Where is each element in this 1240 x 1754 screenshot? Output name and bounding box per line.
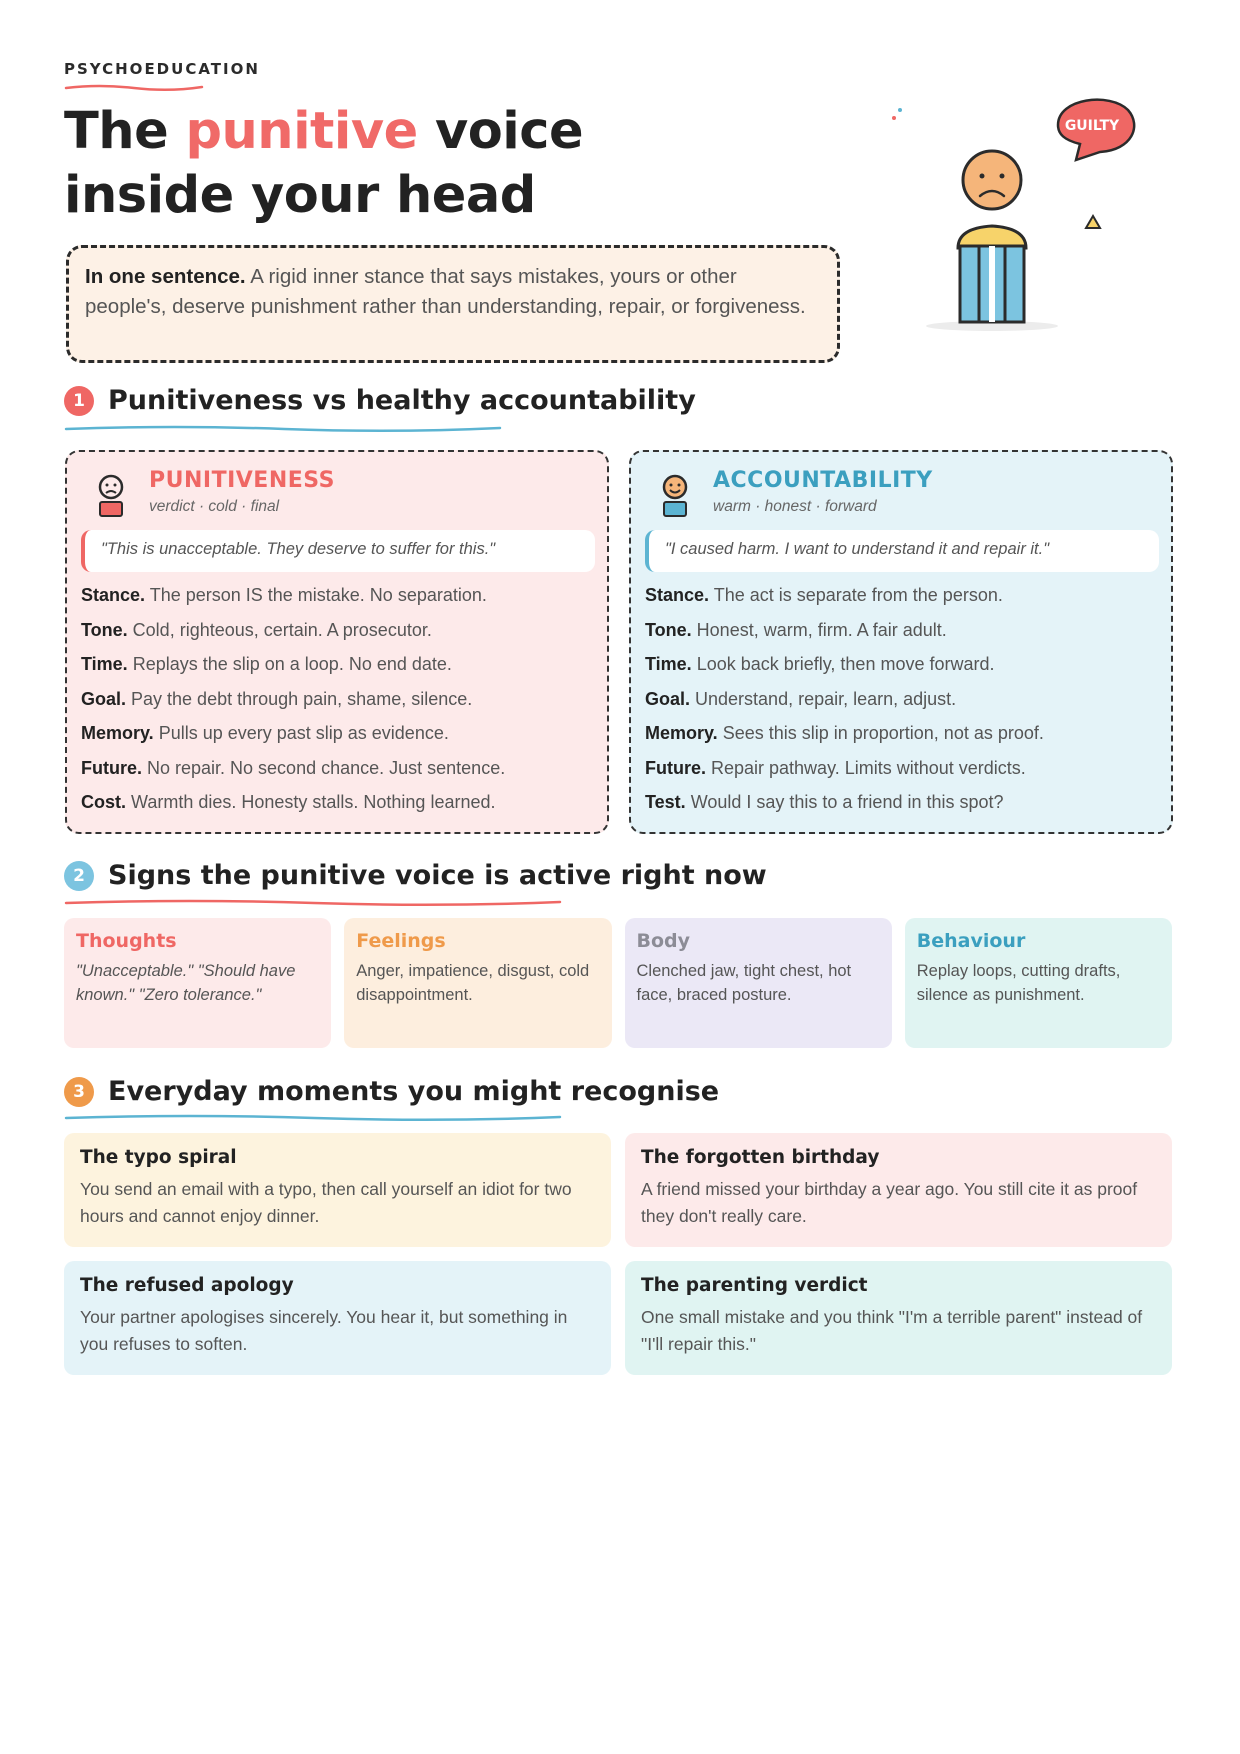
section-2-header [64, 860, 767, 891]
section-2-number: 2 [64, 861, 94, 891]
summary-text: A rigid inner stance that says mistakes, yours or other people's, deserve punishment rather than understanding, repair, or forgiveness. [85, 265, 806, 318]
moments-grid [64, 1133, 1172, 1375]
sign-card-body: Body Clenched jaw, tight chest, hot face, braced posture. [625, 918, 892, 1048]
summary-lead: In one sentence. [85, 265, 246, 288]
title-accent: punitive [185, 102, 418, 161]
list-item: Goal. Understand, repair, learn, adjust. [645, 688, 957, 709]
section-1-number: 1 [64, 386, 94, 416]
moment-card: The refused apology Your partner apologises sincerely. You hear it, but something in you refuses to soften. [64, 1261, 611, 1375]
punitiveness-panel [65, 450, 609, 834]
accountability-rows [645, 585, 1165, 827]
kicker-label: PSYCHOEDUCATION [64, 60, 260, 78]
signs-grid [64, 918, 1172, 1048]
list-item: Time. Look back briefly, then move forward. [645, 654, 995, 674]
list-item: Test. Would I say this to a friend in this spot? [645, 792, 1004, 812]
section-3-number: 3 [64, 1077, 94, 1107]
sad-face-icon [91, 472, 131, 518]
section-3-underline [64, 1112, 564, 1122]
speech-bubble-text: GUILTY [1064, 118, 1120, 134]
sign-card-behaviour: Behaviour Replay loops, cutting drafts, silence as punishment. [905, 918, 1172, 1048]
sad-person-icon [926, 151, 1058, 331]
list-item: Stance. The act is separate from the person. [645, 585, 1003, 605]
list-item: Tone. Cold, righteous, certain. A prosecutor. [81, 619, 432, 640]
accountability-quote: "I caused harm. I want to understand it and repair it." [645, 530, 1159, 572]
sign-card-thoughts: Thoughts "Unacceptable." "Should have known." "Zero tolerance." [64, 918, 331, 1048]
list-item: Time. Replays the slip on a loop. No end date. [81, 654, 452, 674]
section-3-title: Everyday moments you might recognise [108, 1076, 720, 1107]
section-1-underline [64, 423, 504, 433]
sign-card-feelings: Feelings Anger, impatience, disgust, cold disappointment. [344, 918, 611, 1048]
section-3-header [64, 1076, 719, 1107]
hero-illustration [880, 80, 1170, 350]
speech-bubble-icon [1058, 100, 1134, 160]
list-item: Cost. Warmth dies. Honesty stalls. Nothing learned. [81, 792, 496, 812]
list-item: Tone. Honest, warm, firm. A fair adult. [645, 619, 947, 640]
list-item: Memory. Pulls up every past slip as evidence. [81, 723, 449, 743]
kicker-underline [64, 82, 204, 92]
smile-face-icon [655, 472, 695, 518]
section-2-underline [64, 897, 564, 907]
moment-card: The typo spiral You send an email with a typo, then call yourself an idiot for two hours and cannot enjoy dinner. [64, 1133, 611, 1247]
page-title: The punitive voice inside your head [64, 102, 584, 225]
section-1-header [64, 385, 696, 416]
punitiveness-quote: "This is unacceptable. They deserve to suffer for this." [81, 530, 595, 572]
punitiveness-title: PUNITIVENESS [149, 468, 335, 493]
accountability-title: ACCOUNTABILITY [713, 468, 933, 493]
punitiveness-rows [81, 585, 601, 827]
list-item: Future. No repair. No second chance. Just sentence. [81, 757, 506, 778]
list-item: Goal. Pay the debt through pain, shame, silence. [81, 688, 473, 709]
list-item: Stance. The person IS the mistake. No separation. [81, 585, 487, 605]
triangle-icon [1086, 216, 1100, 228]
accountability-subtitle: warm · honest · forward [713, 498, 877, 515]
summary-box [66, 245, 840, 363]
moment-card: The forgotten birthday A friend missed your birthday a year ago. You still cite it as proof they don't really care. [625, 1133, 1172, 1247]
list-item: Future. Repair pathway. Limits without verdicts. [645, 757, 1026, 778]
section-2-title: Signs the punitive voice is active right now [108, 860, 767, 891]
moment-card: The parenting verdict One small mistake and you think "I'm a terrible parent" instead of "I'll repair this." [625, 1261, 1172, 1375]
sparkle-icon [892, 108, 902, 120]
section-1-title: Punitiveness vs healthy accountability [108, 385, 696, 416]
accountability-panel [629, 450, 1173, 834]
list-item: Memory. Sees this slip in proportion, not as proof. [645, 723, 1044, 743]
punitiveness-subtitle: verdict · cold · final [149, 498, 280, 515]
